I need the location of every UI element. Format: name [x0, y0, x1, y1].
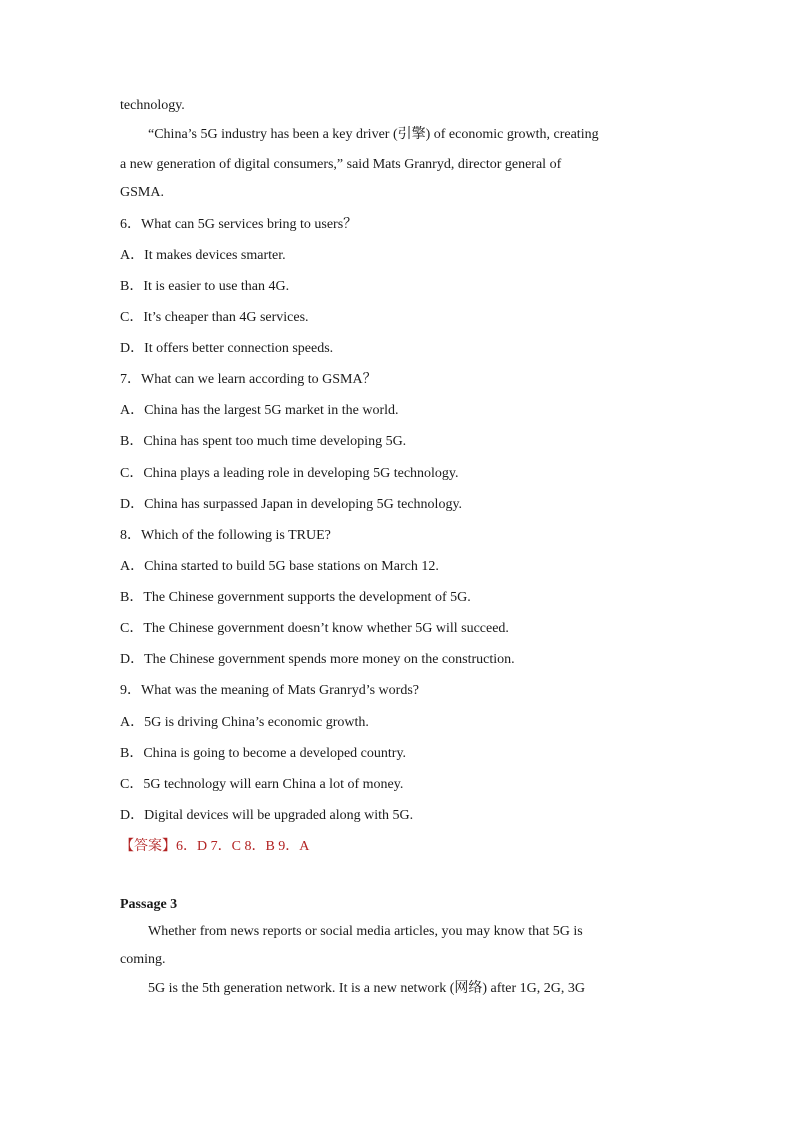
paragraph-line: Whether from news reports or social media articles, you may know that 5G is: [148, 924, 583, 939]
paragraph-line: 5G is the 5th generation network. It is a new network (网络) after 1G, 2G, 3G: [148, 981, 586, 996]
question-7-stem: 7．What can we learn according to GSMA？: [120, 372, 377, 387]
question-9-option-d: D．Digital devices will be upgraded along with 5G.: [120, 808, 414, 823]
question-7-option-b: B．China has spent too much time developing 5G.: [120, 434, 407, 449]
question-6-stem: 6．What can 5G services bring to users？: [120, 217, 358, 232]
passage-title: Passage 3: [120, 897, 178, 912]
question-8-option-a: A．China started to build 5G base stations on March 12.: [120, 559, 439, 574]
question-9-option-c: C．5G technology will earn China a lot of money.: [120, 777, 404, 792]
question-8-option-d: D．The Chinese government spends more money on the construction.: [120, 652, 515, 667]
paragraph-line: “China’s 5G industry has been a key driver (引擎) of economic growth, creating: [148, 127, 599, 142]
question-7-option-c: C．China plays a leading role in developing 5G technology.: [120, 466, 459, 481]
paragraph-line: GSMA.: [120, 185, 164, 200]
question-9-option-a: A．5G is driving China’s economic growth.: [120, 715, 369, 730]
question-8-option-b: B．The Chinese government supports the development of 5G.: [120, 590, 471, 605]
question-6-option-c: C．It’s cheaper than 4G services.: [120, 310, 309, 325]
answer-key: 【答案】6．D 7．C 8．B 9．A: [120, 839, 310, 854]
paragraph-line: technology.: [120, 98, 185, 113]
question-6-option-d: D．It offers better connection speeds.: [120, 341, 334, 356]
paragraph-line: a new generation of digital consumers,” said Mats Granryd, director general of: [120, 157, 562, 172]
question-6-option-b: B．It is easier to use than 4G.: [120, 279, 290, 294]
question-9-stem: 9．What was the meaning of Mats Granryd’s words?: [120, 683, 419, 698]
question-9-option-b: B．China is going to become a developed country.: [120, 746, 407, 761]
paragraph-line: coming.: [120, 952, 166, 967]
question-8-stem: 8．Which of the following is TRUE?: [120, 528, 331, 543]
question-7-option-a: A．China has the largest 5G market in the world.: [120, 403, 399, 418]
question-8-option-c: C．The Chinese government doesn’t know whether 5G will succeed.: [120, 621, 509, 636]
question-7-option-d: D．China has surpassed Japan in developing 5G technology.: [120, 497, 463, 512]
question-6-option-a: A．It makes devices smarter.: [120, 248, 286, 263]
